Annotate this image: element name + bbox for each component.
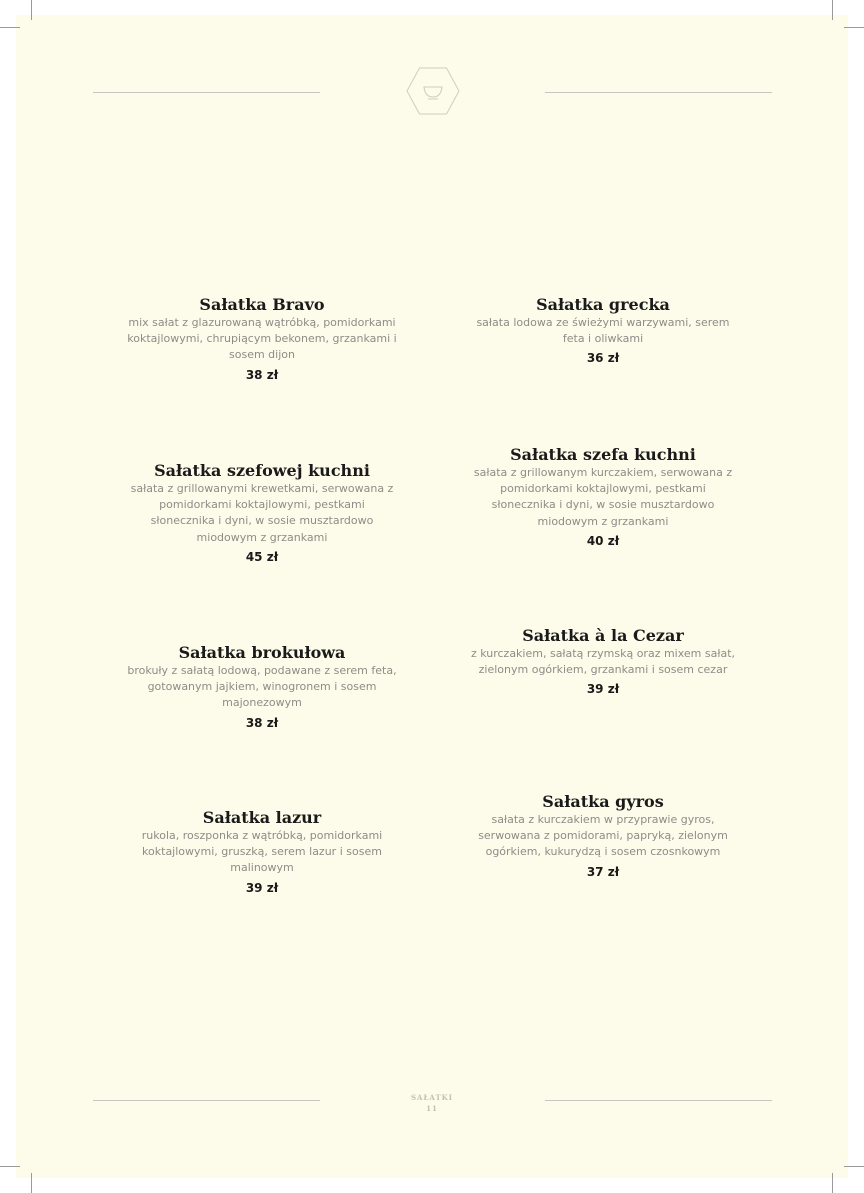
crop-mark (844, 1166, 864, 1167)
dish-name: Sałatka szefa kuchni (510, 445, 696, 464)
crop-mark (31, 1173, 32, 1193)
dish-description: sałata z grillowanym kurczakiem, serwowana z pomidorkami koktajlowymi, pestkami słonecznika i dyni, w sosie musztardowo miodowym z grzankami (473, 466, 733, 528)
dish-price: 36 zł (586, 351, 620, 366)
bowl-icon (406, 67, 460, 115)
dish-name: Sałatka à la Cezar (522, 626, 684, 645)
header-rule-right (545, 92, 772, 93)
dish-name: Sałatka Bravo (199, 295, 325, 314)
menu-item (127, 643, 397, 731)
menu-page (16, 15, 848, 1178)
footer-rule-left (93, 1100, 320, 1101)
dish-name: Sałatka grecka (536, 295, 670, 314)
dish-description: z kurczakiem, sałatą rzymską oraz mixem sałat, zielonym ogórkiem, grzankami i sosem cezar (470, 647, 736, 677)
menu-item (468, 295, 738, 366)
crop-mark (0, 1166, 20, 1167)
dish-price: 37 zł (586, 864, 620, 879)
menu-item (127, 295, 397, 383)
dish-name: Sałatka szefowej kuchni (154, 461, 370, 480)
crop-mark (844, 27, 864, 28)
crop-mark (0, 27, 20, 28)
dish-description: sałata lodowa ze świeżymi warzywami, serem feta i oliwkami (476, 316, 730, 346)
dish-description: brokuły z sałatą lodową, podawane z serem feta, gotowanym jajkiem, winogronem i sosem majonezowym (127, 664, 397, 710)
dish-price: 39 zł (586, 682, 620, 697)
footer-page-number: 11 (426, 1104, 438, 1113)
dish-price: 39 zł (245, 880, 279, 895)
menu-item (468, 626, 738, 697)
menu-item (127, 461, 397, 565)
footer-rule-right (545, 1100, 772, 1101)
menu-item (127, 808, 397, 896)
dish-name: Sałatka brokułowa (178, 643, 346, 662)
dish-description: sałata z kurczakiem w przyprawie gyros, serwowana z pomidorami, papryką, zielonym ogórkiem, kukurydzą i sosem czosnkowym (478, 813, 728, 859)
dish-description: rukola, roszponka z wątróbką, pomidorkami koktajlowymi, gruszką, serem lazur i sosem malinowym (141, 829, 383, 875)
dish-price: 38 zł (245, 367, 279, 382)
crop-mark (31, 0, 32, 20)
dish-description: mix sałat z glazurowaną wątróbką, pomidorkami koktajlowymi, chrupiącym bekonem, grzankami i sosem dijon (127, 316, 397, 362)
dish-description: sałata z grillowanymi krewetkami, serwowana z pomidorkami koktajlowymi, pestkami słonecznika i dyni, w sosie musztardowo miodowym z grzankami (130, 482, 394, 544)
crop-mark (832, 0, 833, 20)
dish-name: Sałatka gyros (542, 792, 664, 811)
dish-price: 40 zł (586, 533, 620, 548)
crop-mark (832, 1173, 833, 1193)
dish-name: Sałatka lazur (202, 808, 322, 827)
header-rule-left (93, 92, 320, 93)
dish-price: 45 zł (245, 549, 279, 564)
menu-item (468, 792, 738, 880)
menu-item (468, 445, 738, 549)
footer-section-title: SAŁATKI (410, 1093, 454, 1102)
dish-price: 38 zł (245, 715, 279, 730)
